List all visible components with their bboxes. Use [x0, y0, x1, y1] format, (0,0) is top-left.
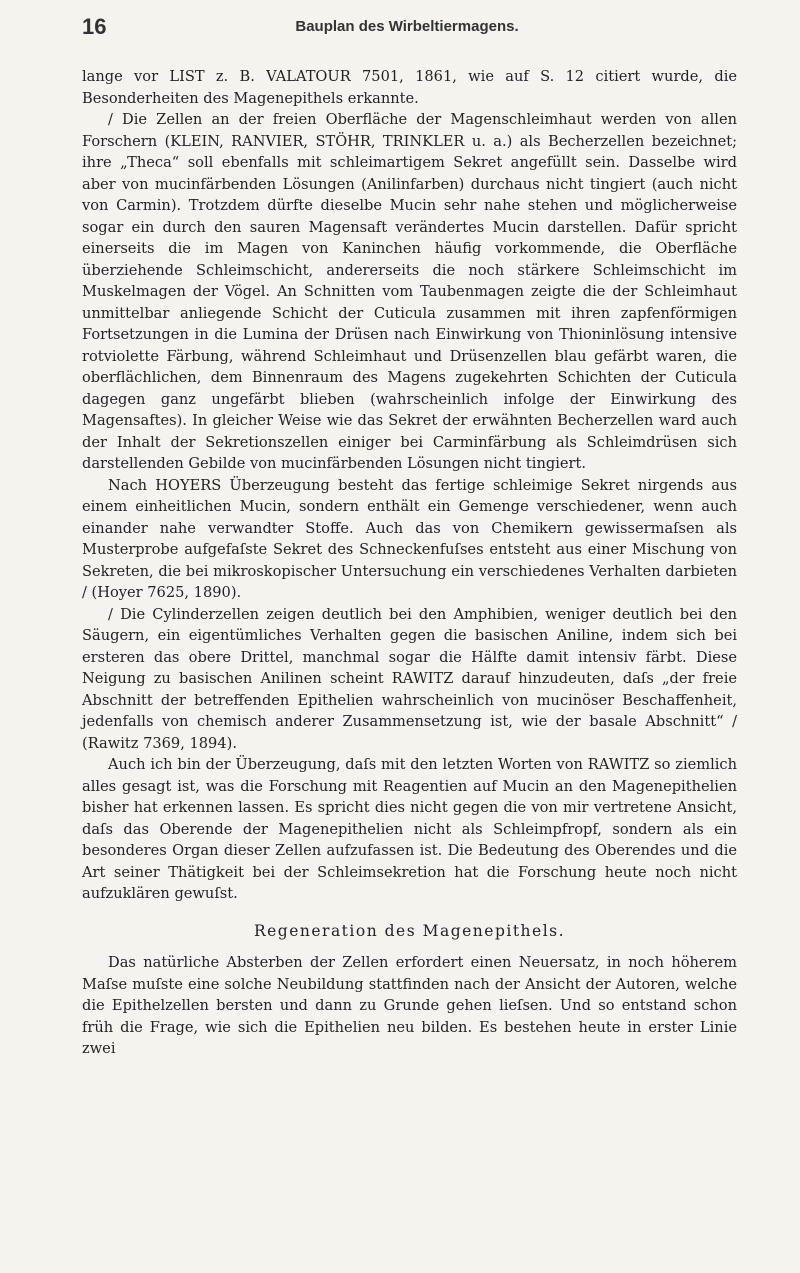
paragraph: / Die Cylinderzellen zeigen deutlich bei den Amphibien, weniger deutlich bei den Säugern, ein eigentümliches Verhalten gegen die basischen Aniline, indem sich bei ersteren das obere Drittel, manchmal sogar die Hälfte damit intensiv färbt. Diese Neigung zu basischen Anilinen scheint RAWITZ darauf hinzudeuten, daſs „der freie Abschnitt der betreffenden Epithelien wahrscheinlich von mucinöser Beschaffenheit, jedenfalls von chemisch anderer Zusammensetzung ist, wie der basale Abschnitt“ / (Rawitz 7369, 1894).: [82, 605, 737, 752]
body-text: [82, 66, 737, 1060]
section-heading: Regeneration des Magenepithels.: [253, 921, 566, 940]
paragraph: / Die Zellen an der freien Oberfläche der Magenschleimhaut werden von allen Forschern (KLEIN, RANVIER, STÖHR, TRINKLER u. a.) als Becherzellen bezeichnet; ihre „Theca“ soll ebenfalls mit schleimartigem Sekret angefüllt sein. Dasselbe wird aber von mucinfärbenden Lösungen (Anilinfarben) durchaus nicht tingiert (auch nicht von Carmin). Trotzdem dürfte dieselbe Mucin sehr nahe stehen und möglicherweise sogar ein durch den sauren Magensaft verändertes Mucin darstellen. Dafür spricht einerseits die im Magen von Kaninchen häufig vorkommende, die Oberfläche überziehende Schleimschicht, andererseits die noch stärkere Schleimschicht im Muskelmagen der Vögel. An Schnitten vom Taubenmagen zeigte die der Schleimhaut unmittelbar anliegende Schicht der Cuticula zusammen mit ihren zapfenförmigen Fortsetzungen in die Lumina der Drüsen nach Einwirkung von Thioninlösung intensive rotviolette Färbung, während Schleimhaut und Drüsenzellen blau gefärbt waren, die oberflächlichen, dem Binnenraum des Magens zugekehrten Schichten der Cuticula dagegen ganz ungefärbt blieben (wahrscheinlich infolge der Einwirkung des Magensaftes). In gleicher Weise wie das Sekret der erwähnten Becherzellen ward auch der Inhalt der Sekretionszellen einiger bei Carminfärbung als Schleimdrüsen sich darstellenden Gebilde von mucinfärbenden Lösungen nicht tingiert.: [82, 111, 737, 472]
page-header: [82, 14, 732, 44]
paragraph: Auch ich bin der Überzeugung, daſs mit den letzten Worten von RAWITZ so ziemlich alles gesagt ist, was die Forschung mit Reagentien auf Mucin an den Magenepithelien bisher hat erkennen lassen. Es spricht dies nicht gegen die von mir vertretene Ansicht, daſs das Oberende der Magenepithelien nicht als Schleimpfropf, sondern als ein besonderes Organ dieser Zellen aufzufassen ist. Die Bedeutung des Oberendes und die Art seiner Thätigkeit bei der Schleimsekretion hat die Forschung heute noch nicht aufzuklären gewuſst.: [82, 756, 737, 902]
running-title: Bauplan des Wirbeltiermagens.: [295, 18, 519, 35]
paragraph: Das natürliche Absterben der Zellen erfordert einen Neuersatz, in noch höherem Maſse muſste eine solche Neubildung stattfinden nach der Ansicht der Autoren, welche die Epithelzellen bersten und dann zu Grunde gehen lieſsen. Und so entstand schon früh die Frage, wie sich die Epithelien neu bilden. Es bestehen heute in erster Linie zwei: [82, 954, 737, 1057]
paragraph: Nach HOYERS Überzeugung besteht das fertige schleimige Sekret nirgends aus einem einheitlichen Mucin, sondern enthält ein Gemenge verschiedener, wenn auch einander nahe verwandter Stoffe. Auch das von Chemikern gewissermaſsen als Musterprobe aufgefaſste Sekret des Schneckenfuſses entsteht aus einer Mischung von Sekreten, die bei mikroskopischer Untersuchung ein verschiedenes Verhalten darbieten / (Hoyer 7625, 1890).: [82, 476, 737, 601]
paragraph: lange vor LIST z. B. VALATOUR 7501, 1861, wie auf S. 12 citiert wurde, die Besonderheiten des Magenepithels erkannte.: [82, 68, 737, 107]
page-number: 16: [82, 14, 107, 39]
